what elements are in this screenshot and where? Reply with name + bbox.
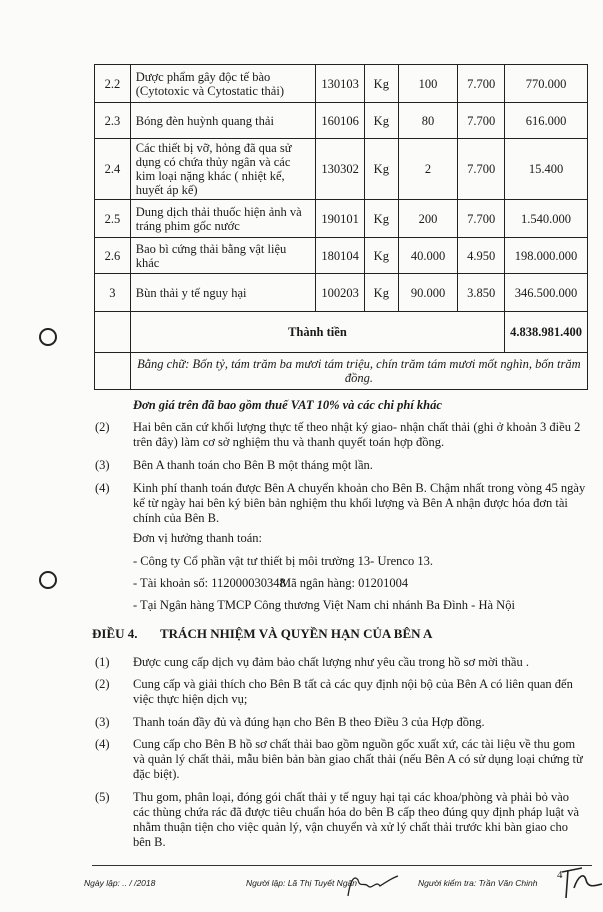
amount-in-words: Bằng chữ: Bốn tỷ, tám trăm ba mươi tám triệu, chín trăm tám mươi mốt nghìn, bốn trăm đồng. xyxy=(130,353,587,390)
page-number: 4 xyxy=(557,869,563,881)
price-table xyxy=(94,64,588,390)
waste-name: Dung dịch thải thuốc hiện ảnh và tráng phim gốc nước xyxy=(130,200,316,238)
waste-code: 180104 xyxy=(316,238,365,274)
table-row xyxy=(95,274,588,312)
item-text: Cung cấp và giải thích cho Bên B tất cả các quy định nội bộ của Bên A có liên quan đến việc thực hiện dịch vụ; xyxy=(133,677,573,706)
waste-name: Bao bì cứng thải bằng vật liệu khác xyxy=(130,238,316,274)
table-row xyxy=(95,139,588,200)
quantity: 40.000 xyxy=(398,238,458,274)
row-number: 2.3 xyxy=(95,103,131,139)
amount: 15.400 xyxy=(505,139,588,200)
payee-company: - Công ty Cổ phần vật tư thiết bị môi trường 13- Urenco 13. xyxy=(133,554,433,568)
waste-code: 100203 xyxy=(316,274,365,312)
payee-bank-code: Mã ngân hàng: 01201004 xyxy=(280,576,409,590)
waste-name: Bùn thải y tế nguy hại xyxy=(130,274,316,312)
item-number: (1) xyxy=(95,655,110,669)
row-number: 2.5 xyxy=(95,200,131,238)
unit-price: 7.700 xyxy=(458,65,505,103)
unit: Kg xyxy=(364,139,398,200)
table-row xyxy=(95,238,588,274)
footer-divider xyxy=(92,865,592,866)
payee-bank: - Tại Ngân hàng TMCP Công thương Việt Nam chi nhánh Ba Đình - Hà Nội xyxy=(133,598,515,612)
unit-price: 7.700 xyxy=(458,139,505,200)
row-number: 2.2 xyxy=(95,65,131,103)
signature-preparer xyxy=(340,868,400,900)
unit: Kg xyxy=(364,200,398,238)
waste-code: 130302 xyxy=(316,139,365,200)
row-number: 2.4 xyxy=(95,139,131,200)
punch-hole xyxy=(39,571,57,589)
item-text: Kinh phí thanh toán được Bên A chuyển khoản cho Bên B. Chậm nhất trong vòng 45 ngày kể từ ngày hai bên ký biên bản nghiệm thu khối lượng và Bên A nhận được hóa đơn tài chính của Bên B. xyxy=(133,481,586,525)
waste-code: 190101 xyxy=(316,200,365,238)
footer-prepared-by: Người lập: Lã Thị Tuyết Ngân xyxy=(246,878,358,888)
waste-name: Dược phẩm gây độc tế bào (Cytotoxic và Cytostatic thải) xyxy=(130,65,316,103)
amount: 616.000 xyxy=(505,103,588,139)
item-number: (3) xyxy=(95,458,110,472)
footer-checked-by: Người kiểm tra: Trần Văn Chinh xyxy=(418,878,538,888)
item-text: Thu gom, phân loại, đóng gói chất thải y tế nguy hại tại các khoa/phòng và phải bỏ vào các thùng chứa rác đã được tiêu chuẩn hóa do bên B cấp theo đúng quy định pháp luật và nhằm thuận tiện cho việc quản lý, vận chuyển và xử lý chất thải trước khi bàn giao cho bên B. xyxy=(133,790,580,849)
signature-checker xyxy=(560,858,603,902)
item-number: (4) xyxy=(95,481,110,495)
item-text: Bên A thanh toán cho Bên B một tháng một lần. xyxy=(133,458,373,472)
item-number: (2) xyxy=(95,677,110,691)
item-text: Cung cấp cho Bên B hồ sơ chất thải bao gồm nguồn gốc xuất xứ, các tài liệu về thu gom và quản lý chất thải, mẫu biên bản bàn giao chất thải (nếu Bên A có sử dụng loại chứng từ đặc biệt). xyxy=(133,737,583,781)
item-text: Được cung cấp dịch vụ đảm bảo chất lượng như yêu cầu trong hồ sơ mời thầu . xyxy=(133,655,529,669)
table-row xyxy=(95,200,588,238)
table-row xyxy=(95,65,588,103)
unit-price: 4.950 xyxy=(458,238,505,274)
unit-price: 7.700 xyxy=(458,200,505,238)
quantity: 200 xyxy=(398,200,458,238)
payee-account: - Tài khoản số: 112000030348 xyxy=(133,576,286,590)
item-number: (2) xyxy=(95,420,110,434)
item-number: (3) xyxy=(95,715,110,729)
unit: Kg xyxy=(364,238,398,274)
unit: Kg xyxy=(364,274,398,312)
footer-date: Ngày lập: .. / /2018 xyxy=(84,878,156,888)
item-text: Thanh toán đầy đủ và đúng hạn cho Bên B theo Điều 3 của Hợp đồng. xyxy=(133,715,485,729)
punch-hole xyxy=(39,328,57,346)
amount: 770.000 xyxy=(505,65,588,103)
total-label: Thành tiền xyxy=(130,312,504,353)
quantity: 90.000 xyxy=(398,274,458,312)
article4-title: TRÁCH NHIỆM VÀ QUYỀN HẠN CỦA BÊN A xyxy=(160,626,433,641)
payee-label: Đơn vị hưởng thanh toán: xyxy=(133,531,263,545)
waste-code: 130103 xyxy=(316,65,365,103)
row-number: 2.6 xyxy=(95,238,131,274)
total-value: 4.838.981.400 xyxy=(505,312,588,353)
total-row xyxy=(95,312,588,353)
in-words-row xyxy=(95,353,588,390)
table-row xyxy=(95,103,588,139)
row-number: 3 xyxy=(95,274,131,312)
amount: 1.540.000 xyxy=(505,200,588,238)
waste-name: Bóng đèn huỳnh quang thải xyxy=(130,103,316,139)
unit-price: 3.850 xyxy=(458,274,505,312)
quantity: 100 xyxy=(398,65,458,103)
amount: 198.000.000 xyxy=(505,238,588,274)
amount: 346.500.000 xyxy=(505,274,588,312)
article4-number: ĐIỀU 4. xyxy=(92,626,138,641)
item-text: Hai bên căn cứ khối lượng thực tế theo nhật ký giao- nhận chất thải (ghi ở khoản 3 điều 2 trên đây) làm cơ sở nghiệm thu và thanh quyết toán hợp đồng. xyxy=(133,420,581,449)
quantity: 2 xyxy=(398,139,458,200)
unit: Kg xyxy=(364,103,398,139)
unit: Kg xyxy=(364,65,398,103)
unit-price: 7.700 xyxy=(458,103,505,139)
item-number: (4) xyxy=(95,737,110,751)
item-number: (5) xyxy=(95,790,110,804)
quantity: 80 xyxy=(398,103,458,139)
waste-code: 160106 xyxy=(316,103,365,139)
waste-name: Các thiết bị vỡ, hỏng đã qua sử dụng có chứa thủy ngân và các kim loại nặng khác ( nhiệt kế, huyết áp kế) xyxy=(130,139,316,200)
vat-note: Đơn giá trên đã bao gồm thuế VAT 10% và các chi phí khác xyxy=(133,398,442,412)
